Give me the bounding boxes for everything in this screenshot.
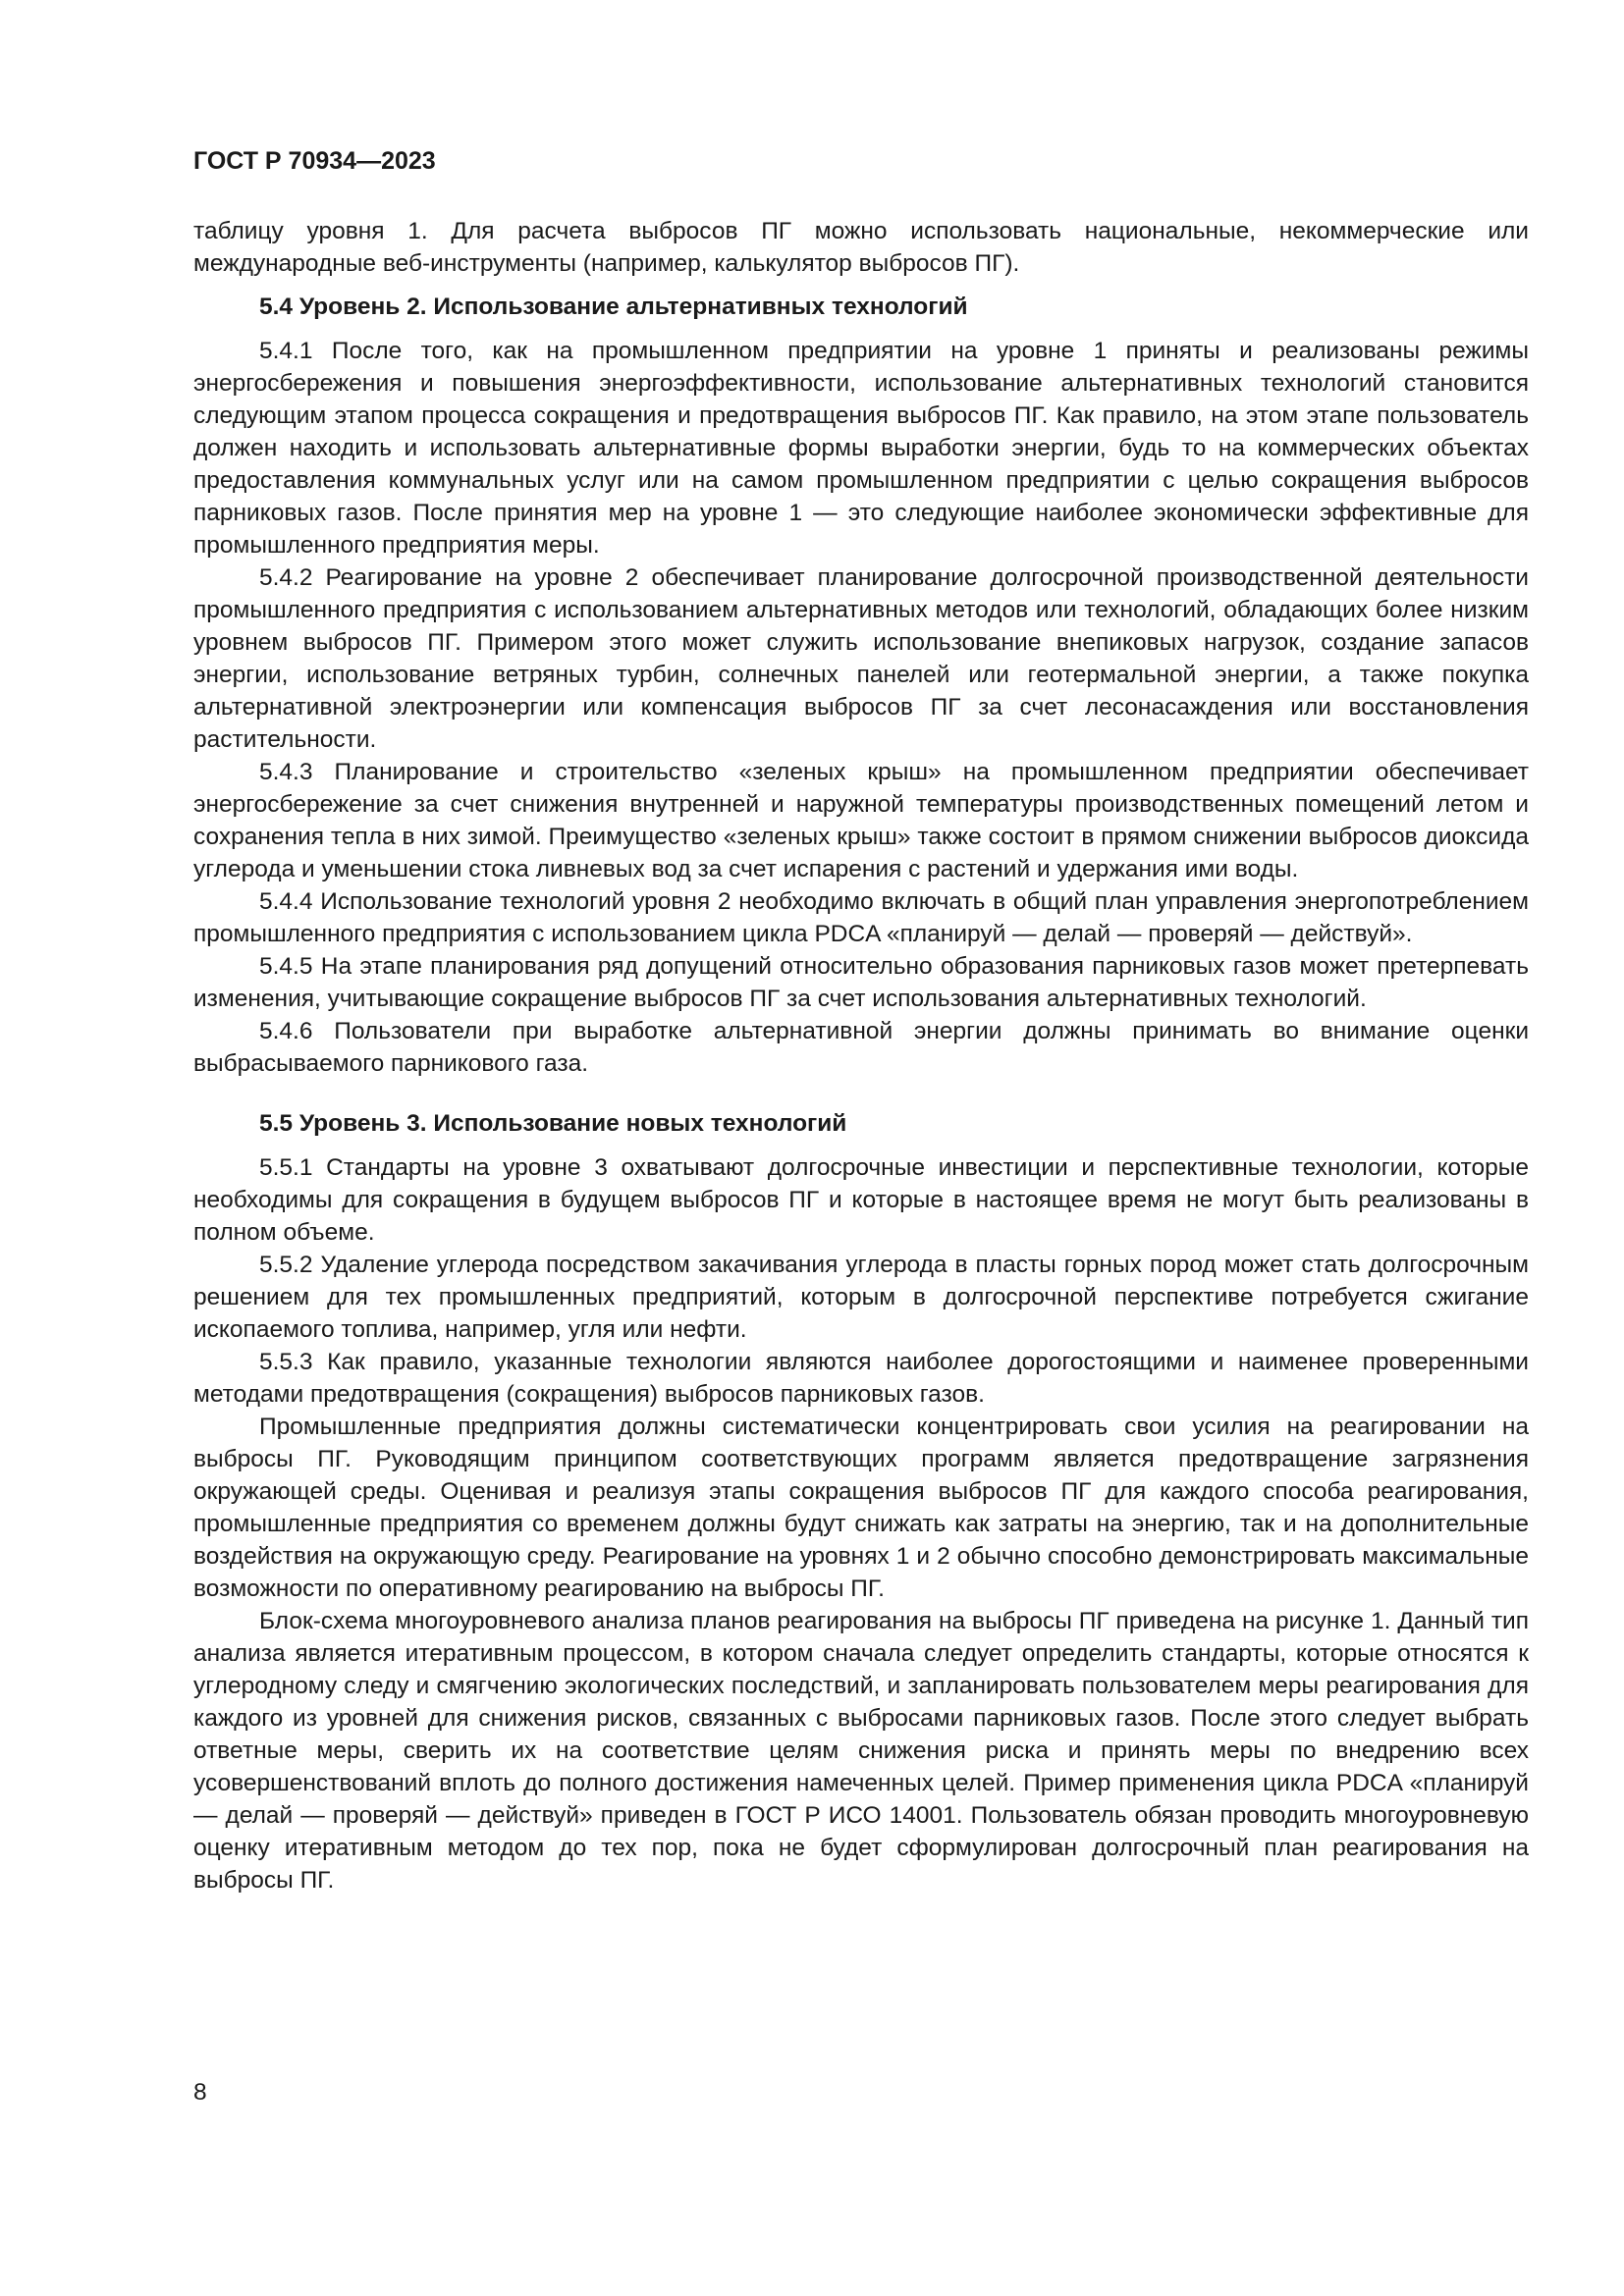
paragraph-5-4-2: 5.4.2 Реагирование на уровне 2 обеспечивает планирование долгосрочной производственной деятельности промышленного предприятия с использованием альтернативных методов или технологий, обладающих более низким уровнем выбросов ПГ. Примером этого может служить использование внепиковых нагрузок, создание запасов энергии, использование ветряных турбин, солнечных панелей или геотермальной энергии, а также покупка альтернативной электроэнергии или компенсация выбросов ПГ за счет лесонасаждения или восстановления растительности. xyxy=(193,564,1529,753)
paragraph-industry: Промышленные предприятия должны систематически концентрировать свои усилия на реагировании на выбросы ПГ. Руководящим принципом соответствующих программ является предотвращение загрязнения окружающей среды. Оценивая и реализуя этапы сокращения выбросов ПГ для каждого способа реагирования, промышленные предприятия со временем должны будут снижать как затраты на энергию, так и на дополнительные воздействия на окружающую среду. Реагирование на уровнях 1 и 2 обычно способно демонстрировать максимальные возможности по оперативному реагированию на выбросы ПГ. xyxy=(193,1414,1529,1602)
paragraph-5-4-1: 5.4.1 После того, как на промышленном предприятии на уровне 1 приняты и реализованы режимы энергосбережения и повышения энергоэффективности, использование альтернативных технологий становится следующим этапом процесса сокращения и предотвращения выбросов ПГ. Как правило, на этом этапе пользователь должен находить и использовать альтернативные формы выработки энергии, будь то на коммерческих объектах предоставления коммунальных услуг или на самом промышленном предприятии с целью сокращения выбросов парниковых газов. После принятия мер на уровне 1 — это следующие наиболее экономически эффективные для промышленного предприятия меры. xyxy=(193,338,1529,559)
paragraph-5-5-2: 5.5.2 Удаление углерода посредством закачивания углерода в пласты горных пород может стать долгосрочным решением для тех промышленных предприятий, которым в долгосрочной перспективе потребуется сжигание ископаемого топлива, например, угля или нефти. xyxy=(193,1252,1529,1343)
section-heading-5-5: 5.5 Уровень 3. Использование новых технологий xyxy=(259,1110,847,1137)
section-heading-5-4: 5.4 Уровень 2. Использование альтернативных технологий xyxy=(259,294,968,320)
paragraph: таблицу уровня 1. Для расчета выбросов ПГ можно использовать национальные, некоммерческие или международные веб-инструменты (например, калькулятор выбросов ПГ). xyxy=(193,218,1529,277)
page-number: 8 xyxy=(193,2079,207,2106)
paragraph-5-5-3: 5.5.3 Как правило, указанные технологии являются наиболее дорогостоящими и наименее проверенными методами предотвращения (сокращения) выбросов парниковых газов. xyxy=(193,1349,1529,1408)
document-header: ГОСТ Р 70934—2023 xyxy=(193,147,436,175)
paragraph-5-4-3: 5.4.3 Планирование и строительство «зеленых крыш» на промышленном предприятии обеспечивает энергосбережение за счет снижения внутренней и наружной температуры производственных помещений летом и сохранения тепла в них зимой. Преимущество «зеленых крыш» также состоит в прямом снижении выбросов диоксида углерода и уменьшении стока ливневых вод за счет испарения с растений и удержания ими воды. xyxy=(193,759,1529,882)
paragraph-5-4-4: 5.4.4 Использование технологий уровня 2 необходимо включать в общий план управления энергопотреблением промышленного предприятия с использованием цикла PDCA «планируй — делай — проверяй — действуй». xyxy=(193,888,1529,947)
document-page xyxy=(193,147,1529,1896)
paragraph-5-4-6: 5.4.6 Пользователи при выработке альтернативной энергии должны принимать во внимание оценки выбрасываемого парникового газа. xyxy=(193,1018,1529,1077)
paragraph-flowchart: Блок-схема многоуровневого анализа планов реагирования на выбросы ПГ приведена на рисунке 1. Данный тип анализа является итеративным процессом, в котором сначала следует определить стандарты, которые относятся к углеродному следу и смягчению экологических последствий, и запланировать пользователем меры реагирования для каждого из уровней для снижения рисков, связанных с выбросами парниковых газов. После этого следует выбрать ответные меры, сверить их на соответствие целям снижения риска и принять меры по внедрению всех усовершенствований вплоть до полного достижения намеченных целей. Пример применения цикла PDCA «планируй — делай — проверяй — действуй» приведен в ГОСТ Р ИСО 14001. Пользователь обязан проводить многоуровневую оценку итеративным методом до тех пор, пока не будет сформулирован долгосрочный план реагирования на выбросы ПГ. xyxy=(193,1608,1529,1894)
paragraph-5-4-5: 5.4.5 На этапе планирования ряд допущений относительно образования парниковых газов может претерпевать изменения, учитывающие сокращение выбросов ПГ за счет использования альтернативных технологий. xyxy=(193,953,1529,1012)
paragraph-5-5-1: 5.5.1 Стандарты на уровне 3 охватывают долгосрочные инвестиции и перспективные технологии, которые необходимы для сокращения в будущем выбросов ПГ и которые в настоящее время не могут быть реализованы в полном объеме. xyxy=(193,1154,1529,1246)
